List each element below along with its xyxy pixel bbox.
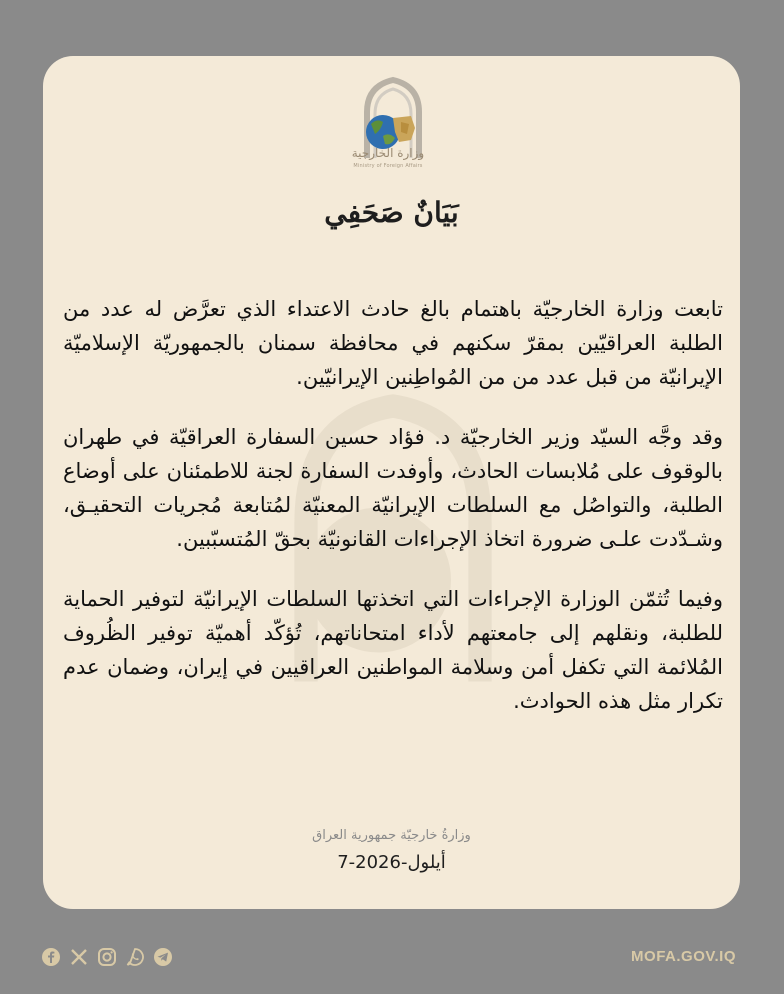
statement-card xyxy=(43,56,740,909)
logo-name-ar: وزارة الخارجية xyxy=(351,146,425,160)
telegram-icon[interactable] xyxy=(152,946,174,968)
top-bar xyxy=(0,0,784,47)
paragraph-2: وقد وجَّه السيّد وزير الخارجيّة د. فؤاد حسين السفارة العراقيّة في طهران بالوقوف على مُلابسات الحادث، وأوفدت السفارة لجنة للاطمئنان على أوضاع الطلبة، والتواصُل مع السلطات الإيرانيّة المعنيّة لمُتابعة مُجريات التحقيـق، وشـدّدت علـى ضرورة اتخاذ الإجراءات القانونيّة بحقّ المُتسبّبين. xyxy=(63,425,723,551)
whatsapp-icon[interactable] xyxy=(124,946,146,968)
logo-name-en: Ministry of Foreign Affairs xyxy=(353,163,423,169)
footer-bar xyxy=(0,924,784,994)
paragraph-1: تابعت وزارة الخارجيّة باهتمام بالغ حادث الاعتداء الذي تعرَّض له عدد من الطلبة العراقيّين بمقرّ سكنهم في محافظة سمنان بالجمهوريّة الإسلاميّة الإيرانيّة من قبل عدد من من المُواطِنين الإيرانيّين. xyxy=(63,297,723,389)
signature-date: 7-أيلول-2026 xyxy=(337,852,446,873)
website-link[interactable]: MOFA.GOV.IQ xyxy=(631,948,736,965)
page-title: بَيَانٌ صَحَفِي xyxy=(324,196,459,229)
instagram-icon[interactable] xyxy=(96,946,118,968)
x-icon[interactable] xyxy=(68,946,90,968)
signature-org: وزارةُ خارجيّة جمهورية العراق xyxy=(312,828,471,843)
social-links xyxy=(40,946,174,968)
statement-body xyxy=(63,292,723,744)
paragraph-3: وفيما تُثمّن الوزارة الإجراءات التي اتخذتها السلطات الإيرانيّة لتوفير الحماية للطلبة، ونقلهم إلى جامعتهم لأداء امتحاناتهم، تُؤكّد أهميّة توفير الظُروف المُلائمة التي تكفل أمن وسلامة المواطنين العراقيين في إيران، وضمان عدم تكرار مثل هذه الحوادث. xyxy=(63,587,723,713)
facebook-icon[interactable] xyxy=(40,946,62,968)
